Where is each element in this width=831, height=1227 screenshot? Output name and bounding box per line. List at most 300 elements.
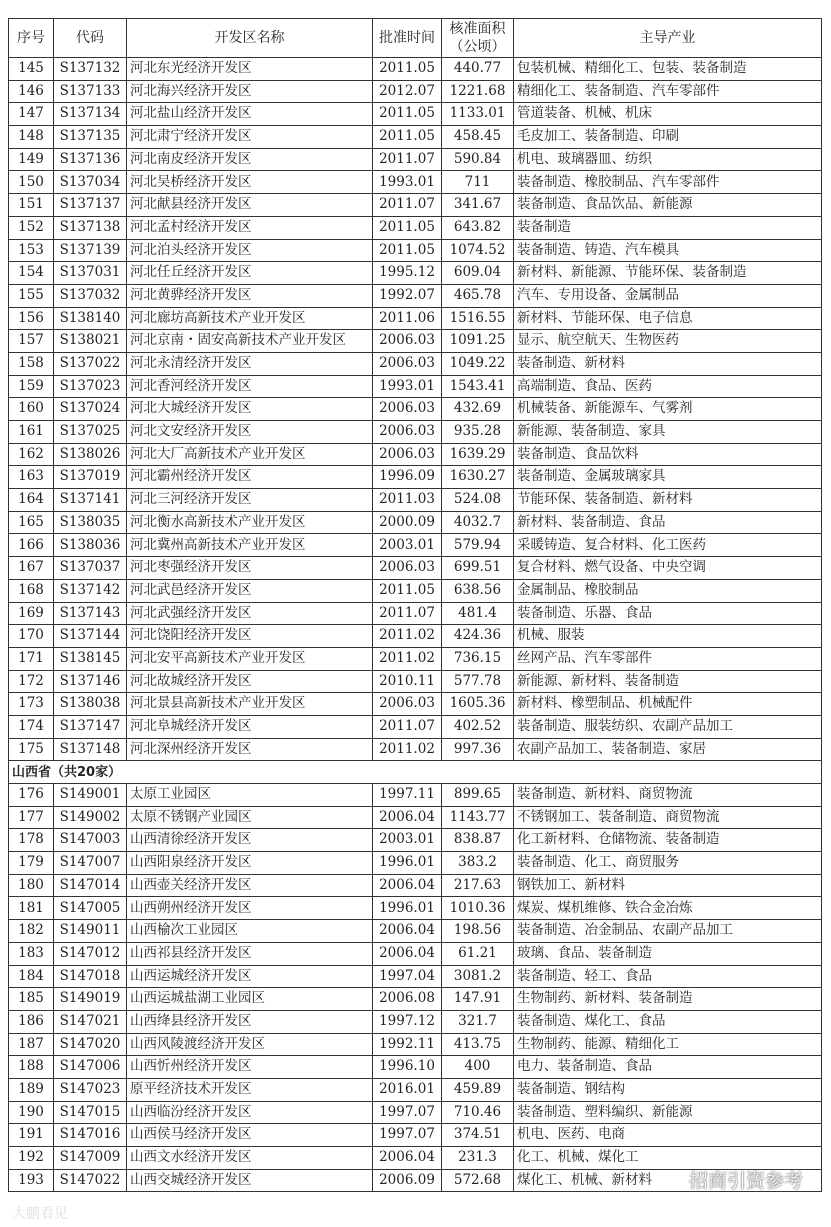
cell-col-name: 山西运城经济开发区 bbox=[127, 965, 373, 988]
cell-col-area: 577.78 bbox=[442, 670, 514, 693]
cell-col-area: 413.75 bbox=[442, 1033, 514, 1056]
cell-col-name: 河北泊头经济开发区 bbox=[127, 239, 373, 262]
cell-col-index: 172 bbox=[9, 670, 54, 693]
cell-col-index: 159 bbox=[9, 375, 54, 398]
cell-col-code: S137023 bbox=[54, 375, 127, 398]
cell-col-date: 2006.04 bbox=[373, 806, 442, 829]
table-row bbox=[9, 239, 822, 262]
cell-col-area: 217.63 bbox=[442, 874, 514, 897]
cell-col-code: S149002 bbox=[54, 806, 127, 829]
cell-col-industry: 精细化工、装备制造、汽车零部件 bbox=[514, 80, 822, 103]
cell-col-industry: 煤炭、煤机维修、铁合金冶炼 bbox=[514, 897, 822, 920]
table-row bbox=[9, 806, 822, 829]
cell-col-name: 山西临汾经济开发区 bbox=[127, 1101, 373, 1124]
cell-col-name: 山西朔州经济开发区 bbox=[127, 897, 373, 920]
cell-col-area: 711 bbox=[442, 171, 514, 194]
table-row bbox=[9, 1010, 822, 1033]
cell-col-code: S137133 bbox=[54, 80, 127, 103]
cell-col-code: S149011 bbox=[54, 920, 127, 943]
table-row bbox=[9, 511, 822, 534]
cell-col-code: S147007 bbox=[54, 852, 127, 875]
cell-col-code: S147003 bbox=[54, 829, 127, 852]
cell-col-name: 河北深州经济开发区 bbox=[127, 738, 373, 761]
cell-col-code: S137132 bbox=[54, 58, 127, 81]
cell-col-date: 1995.12 bbox=[373, 262, 442, 285]
cell-col-index: 186 bbox=[9, 1010, 54, 1033]
cell-col-industry: 农副产品加工、装备制造、家居 bbox=[514, 738, 822, 761]
cell-col-index: 147 bbox=[9, 103, 54, 126]
cell-col-code: S137141 bbox=[54, 489, 127, 512]
table-row bbox=[9, 148, 822, 171]
cell-col-date: 1992.11 bbox=[373, 1033, 442, 1056]
table-row bbox=[9, 784, 822, 807]
cell-col-code: S137147 bbox=[54, 715, 127, 738]
cell-col-index: 146 bbox=[9, 80, 54, 103]
cell-col-index: 171 bbox=[9, 647, 54, 670]
cell-col-industry: 化工、机械、煤化工 bbox=[514, 1147, 822, 1170]
table-header bbox=[9, 19, 822, 58]
cell-col-area: 231.3 bbox=[442, 1147, 514, 1170]
cell-col-date: 1993.01 bbox=[373, 375, 442, 398]
cell-col-code: S137144 bbox=[54, 625, 127, 648]
cell-col-code: S147020 bbox=[54, 1033, 127, 1056]
cell-col-code: S137022 bbox=[54, 352, 127, 375]
cell-col-industry: 新材料、新能源、节能环保、装备制造 bbox=[514, 262, 822, 285]
cell-col-index: 154 bbox=[9, 262, 54, 285]
cell-col-industry: 机械装备、新能源车、气雾剂 bbox=[514, 398, 822, 421]
cell-col-industry: 装备制造、食品饮品、新能源 bbox=[514, 194, 822, 217]
table-row bbox=[9, 965, 822, 988]
cell-col-index: 169 bbox=[9, 602, 54, 625]
header-col-area: 核准面积（公顷） bbox=[442, 19, 514, 58]
table-row bbox=[9, 1078, 822, 1101]
cell-col-date: 2006.04 bbox=[373, 1147, 442, 1170]
cell-col-date: 2010.11 bbox=[373, 670, 442, 693]
cell-col-industry: 装备制造、铸造、汽车模具 bbox=[514, 239, 822, 262]
cell-col-industry: 装备制造 bbox=[514, 216, 822, 239]
section-row bbox=[9, 761, 822, 784]
cell-col-code: S147005 bbox=[54, 897, 127, 920]
cell-col-index: 163 bbox=[9, 466, 54, 489]
cell-col-name: 河北京南・固安高新技术产业开发区 bbox=[127, 330, 373, 353]
cell-col-area: 736.15 bbox=[442, 647, 514, 670]
table-row bbox=[9, 738, 822, 761]
cell-col-index: 190 bbox=[9, 1101, 54, 1124]
cell-col-index: 156 bbox=[9, 307, 54, 330]
cell-col-code: S138140 bbox=[54, 307, 127, 330]
cell-col-index: 168 bbox=[9, 579, 54, 602]
cell-col-name: 河北吴桥经济开发区 bbox=[127, 171, 373, 194]
table-row bbox=[9, 330, 822, 353]
cell-col-date: 2011.05 bbox=[373, 579, 442, 602]
cell-col-name: 河北大厂高新技术产业开发区 bbox=[127, 443, 373, 466]
cell-col-name: 山西侯马经济开发区 bbox=[127, 1124, 373, 1147]
cell-col-area: 424.36 bbox=[442, 625, 514, 648]
cell-col-date: 1996.01 bbox=[373, 852, 442, 875]
cell-col-industry: 汽车、专用设备、金属制品 bbox=[514, 284, 822, 307]
cell-col-industry: 装备制造、煤化工、食品 bbox=[514, 1010, 822, 1033]
header-col-index: 序号 bbox=[9, 19, 54, 58]
cell-col-index: 191 bbox=[9, 1124, 54, 1147]
cell-col-date: 1997.12 bbox=[373, 1010, 442, 1033]
cell-col-industry: 钢铁加工、新材料 bbox=[514, 874, 822, 897]
cell-col-date: 2006.03 bbox=[373, 557, 442, 580]
cell-col-name: 山西交城经济开发区 bbox=[127, 1169, 373, 1192]
cell-col-code: S137037 bbox=[54, 557, 127, 580]
cell-col-area: 1221.68 bbox=[442, 80, 514, 103]
cell-col-index: 164 bbox=[9, 489, 54, 512]
table-row bbox=[9, 398, 822, 421]
cell-col-industry: 采暖铸造、复合材料、化工医药 bbox=[514, 534, 822, 557]
table-row bbox=[9, 534, 822, 557]
cell-col-name: 河北衡水高新技术产业开发区 bbox=[127, 511, 373, 534]
table-row bbox=[9, 602, 822, 625]
cell-col-date: 2006.08 bbox=[373, 988, 442, 1011]
cell-col-name: 河北霸州经济开发区 bbox=[127, 466, 373, 489]
cell-col-area: 1143.77 bbox=[442, 806, 514, 829]
cell-col-date: 1997.07 bbox=[373, 1124, 442, 1147]
cell-col-industry: 不锈钢加工、装备制造、商贸物流 bbox=[514, 806, 822, 829]
cell-col-date: 2006.04 bbox=[373, 920, 442, 943]
cell-col-date: 2011.07 bbox=[373, 602, 442, 625]
cell-col-industry: 煤化工、机械、新材料 bbox=[514, 1169, 822, 1192]
cell-col-date: 2006.04 bbox=[373, 874, 442, 897]
cell-col-name: 山西运城盐湖工业园区 bbox=[127, 988, 373, 1011]
cell-col-date: 2011.02 bbox=[373, 738, 442, 761]
cell-col-name: 山西忻州经济开发区 bbox=[127, 1056, 373, 1079]
cell-col-name: 河北黄骅经济开发区 bbox=[127, 284, 373, 307]
cell-col-date: 1993.01 bbox=[373, 171, 442, 194]
cell-col-area: 590.84 bbox=[442, 148, 514, 171]
cell-col-date: 2012.07 bbox=[373, 80, 442, 103]
cell-col-area: 935.28 bbox=[442, 421, 514, 444]
table-row bbox=[9, 126, 822, 149]
cell-col-industry: 装备制造、乐器、食品 bbox=[514, 602, 822, 625]
cell-col-area: 465.78 bbox=[442, 284, 514, 307]
table-row bbox=[9, 216, 822, 239]
table-row bbox=[9, 715, 822, 738]
cell-col-name: 河北东光经济开发区 bbox=[127, 58, 373, 81]
cell-col-code: S137138 bbox=[54, 216, 127, 239]
cell-col-index: 182 bbox=[9, 920, 54, 943]
table-row bbox=[9, 557, 822, 580]
cell-col-industry: 复合材料、燃气设备、中央空调 bbox=[514, 557, 822, 580]
cell-col-index: 152 bbox=[9, 216, 54, 239]
cell-col-industry: 装备制造、橡胶制品、汽车零部件 bbox=[514, 171, 822, 194]
table-row bbox=[9, 988, 822, 1011]
table-row bbox=[9, 58, 822, 81]
cell-col-name: 山西壶关经济开发区 bbox=[127, 874, 373, 897]
cell-col-name: 河北武强经济开发区 bbox=[127, 602, 373, 625]
cell-col-industry: 新能源、新材料、装备制造 bbox=[514, 670, 822, 693]
cell-col-index: 185 bbox=[9, 988, 54, 1011]
cell-col-code: S147021 bbox=[54, 1010, 127, 1033]
cell-col-index: 155 bbox=[9, 284, 54, 307]
cell-col-name: 山西祁县经济开发区 bbox=[127, 942, 373, 965]
cell-col-area: 198.56 bbox=[442, 920, 514, 943]
cell-col-name: 河北故城经济开发区 bbox=[127, 670, 373, 693]
cell-col-area: 458.45 bbox=[442, 126, 514, 149]
cell-col-index: 170 bbox=[9, 625, 54, 648]
development-zone-table bbox=[8, 18, 822, 1192]
cell-col-industry: 装备制造、新材料、商贸物流 bbox=[514, 784, 822, 807]
cell-col-index: 192 bbox=[9, 1147, 54, 1170]
cell-col-area: 1543.41 bbox=[442, 375, 514, 398]
table-row bbox=[9, 1101, 822, 1124]
cell-col-area: 1074.52 bbox=[442, 239, 514, 262]
cell-col-industry: 装备制造、化工、商贸服务 bbox=[514, 852, 822, 875]
table-row bbox=[9, 375, 822, 398]
cell-col-name: 河北大城经济开发区 bbox=[127, 398, 373, 421]
table-row bbox=[9, 897, 822, 920]
header-col-industry: 主导产业 bbox=[514, 19, 822, 58]
cell-col-industry: 装备制造、金属玻璃家具 bbox=[514, 466, 822, 489]
cell-col-date: 1996.10 bbox=[373, 1056, 442, 1079]
cell-col-date: 2011.02 bbox=[373, 625, 442, 648]
cell-col-area: 1133.01 bbox=[442, 103, 514, 126]
cell-col-index: 183 bbox=[9, 942, 54, 965]
cell-col-area: 579.94 bbox=[442, 534, 514, 557]
cell-col-date: 1997.11 bbox=[373, 784, 442, 807]
cell-col-industry: 装备制造、轻工、食品 bbox=[514, 965, 822, 988]
cell-col-area: 524.08 bbox=[442, 489, 514, 512]
table-row bbox=[9, 307, 822, 330]
cell-col-code: S137136 bbox=[54, 148, 127, 171]
cell-col-code: S137146 bbox=[54, 670, 127, 693]
cell-col-area: 3081.2 bbox=[442, 965, 514, 988]
cell-col-code: S137032 bbox=[54, 284, 127, 307]
table-row bbox=[9, 352, 822, 375]
cell-col-date: 2006.03 bbox=[373, 330, 442, 353]
cell-col-area: 440.77 bbox=[442, 58, 514, 81]
cell-col-index: 175 bbox=[9, 738, 54, 761]
cell-col-code: S147022 bbox=[54, 1169, 127, 1192]
cell-col-name: 河北三河经济开发区 bbox=[127, 489, 373, 512]
cell-col-area: 1516.55 bbox=[442, 307, 514, 330]
cell-col-area: 341.67 bbox=[442, 194, 514, 217]
table-row bbox=[9, 670, 822, 693]
header-col-date: 批准时间 bbox=[373, 19, 442, 58]
cell-col-date: 2011.07 bbox=[373, 715, 442, 738]
cell-col-industry: 新材料、装备制造、食品 bbox=[514, 511, 822, 534]
cell-col-industry: 玻璃、食品、装备制造 bbox=[514, 942, 822, 965]
cell-col-index: 150 bbox=[9, 171, 54, 194]
cell-col-industry: 装备制造、服装纺织、农副产品加工 bbox=[514, 715, 822, 738]
cell-col-date: 2011.07 bbox=[373, 194, 442, 217]
cell-col-area: 710.46 bbox=[442, 1101, 514, 1124]
cell-col-name: 河北盐山经济开发区 bbox=[127, 103, 373, 126]
cell-col-code: S147015 bbox=[54, 1101, 127, 1124]
cell-col-code: S137024 bbox=[54, 398, 127, 421]
cell-col-code: S138035 bbox=[54, 511, 127, 534]
cell-col-index: 158 bbox=[9, 352, 54, 375]
header-col-name: 开发区名称 bbox=[127, 19, 373, 58]
cell-col-name: 原平经济技术开发区 bbox=[127, 1078, 373, 1101]
cell-col-index: 177 bbox=[9, 806, 54, 829]
cell-col-area: 1010.36 bbox=[442, 897, 514, 920]
cell-col-index: 148 bbox=[9, 126, 54, 149]
cell-col-industry: 显示、航空航天、生物医药 bbox=[514, 330, 822, 353]
table-row bbox=[9, 80, 822, 103]
cell-col-name: 河北香河经济开发区 bbox=[127, 375, 373, 398]
cell-col-code: S137142 bbox=[54, 579, 127, 602]
cell-col-index: 151 bbox=[9, 194, 54, 217]
cell-col-date: 2011.05 bbox=[373, 216, 442, 239]
cell-col-date: 1997.04 bbox=[373, 965, 442, 988]
cell-col-code: S137148 bbox=[54, 738, 127, 761]
cell-col-area: 899.65 bbox=[442, 784, 514, 807]
cell-col-code: S137139 bbox=[54, 239, 127, 262]
cell-col-area: 1605.36 bbox=[442, 693, 514, 716]
cell-col-code: S137019 bbox=[54, 466, 127, 489]
cell-col-date: 1992.07 bbox=[373, 284, 442, 307]
cell-col-area: 609.04 bbox=[442, 262, 514, 285]
cell-col-name: 河北永清经济开发区 bbox=[127, 352, 373, 375]
cell-col-code: S147009 bbox=[54, 1147, 127, 1170]
cell-col-index: 157 bbox=[9, 330, 54, 353]
cell-col-industry: 生物制药、能源、精细化工 bbox=[514, 1033, 822, 1056]
cell-col-date: 2006.03 bbox=[373, 421, 442, 444]
cell-col-date: 2003.01 bbox=[373, 829, 442, 852]
cell-col-code: S147023 bbox=[54, 1078, 127, 1101]
cell-col-date: 1996.09 bbox=[373, 466, 442, 489]
cell-col-date: 1996.01 bbox=[373, 897, 442, 920]
table-row bbox=[9, 829, 822, 852]
cell-col-area: 402.52 bbox=[442, 715, 514, 738]
cell-col-industry: 节能环保、装备制造、新材料 bbox=[514, 489, 822, 512]
table-row bbox=[9, 194, 822, 217]
cell-col-index: 187 bbox=[9, 1033, 54, 1056]
cell-col-code: S147014 bbox=[54, 874, 127, 897]
cell-col-index: 173 bbox=[9, 693, 54, 716]
cell-col-name: 河北肃宁经济开发区 bbox=[127, 126, 373, 149]
table-row bbox=[9, 1056, 822, 1079]
cell-col-index: 184 bbox=[9, 965, 54, 988]
table-row bbox=[9, 693, 822, 716]
cell-col-index: 165 bbox=[9, 511, 54, 534]
cell-col-name: 河北任丘经济开发区 bbox=[127, 262, 373, 285]
cell-col-name: 山西阳泉经济开发区 bbox=[127, 852, 373, 875]
table-row bbox=[9, 171, 822, 194]
table-row bbox=[9, 466, 822, 489]
cell-col-index: 145 bbox=[9, 58, 54, 81]
table-row bbox=[9, 647, 822, 670]
cell-col-code: S149001 bbox=[54, 784, 127, 807]
table-row bbox=[9, 579, 822, 602]
cell-col-date: 2011.02 bbox=[373, 647, 442, 670]
cell-col-industry: 新能源、装备制造、家具 bbox=[514, 421, 822, 444]
cell-col-area: 638.56 bbox=[442, 579, 514, 602]
cell-col-date: 2011.03 bbox=[373, 489, 442, 512]
cell-col-code: S137143 bbox=[54, 602, 127, 625]
cell-col-area: 643.82 bbox=[442, 216, 514, 239]
table-row bbox=[9, 625, 822, 648]
cell-col-date: 2011.05 bbox=[373, 239, 442, 262]
cell-col-industry: 管道装备、机械、机床 bbox=[514, 103, 822, 126]
table-row bbox=[9, 874, 822, 897]
cell-col-area: 1630.27 bbox=[442, 466, 514, 489]
cell-col-date: 2006.03 bbox=[373, 398, 442, 421]
cell-col-area: 1639.29 bbox=[442, 443, 514, 466]
cell-col-date: 2011.06 bbox=[373, 307, 442, 330]
table-row bbox=[9, 920, 822, 943]
cell-col-index: 174 bbox=[9, 715, 54, 738]
cell-col-name: 河北孟村经济开发区 bbox=[127, 216, 373, 239]
cell-col-industry: 新材料、节能环保、电子信息 bbox=[514, 307, 822, 330]
cell-col-name: 河北海兴经济开发区 bbox=[127, 80, 373, 103]
cell-col-date: 2011.05 bbox=[373, 126, 442, 149]
cell-col-industry: 机械、服装 bbox=[514, 625, 822, 648]
cell-col-index: 166 bbox=[9, 534, 54, 557]
cell-col-industry: 装备制造、冶金制品、农副产品加工 bbox=[514, 920, 822, 943]
cell-col-name: 山西榆次工业园区 bbox=[127, 920, 373, 943]
cell-col-name: 河北廊坊高新技术产业开发区 bbox=[127, 307, 373, 330]
cell-col-code: S147006 bbox=[54, 1056, 127, 1079]
cell-col-name: 山西文水经济开发区 bbox=[127, 1147, 373, 1170]
cell-col-area: 572.68 bbox=[442, 1169, 514, 1192]
cell-col-area: 383.2 bbox=[442, 852, 514, 875]
cell-col-date: 2000.09 bbox=[373, 511, 442, 534]
cell-col-name: 河北南皮经济开发区 bbox=[127, 148, 373, 171]
cell-col-index: 161 bbox=[9, 421, 54, 444]
cell-col-area: 400 bbox=[442, 1056, 514, 1079]
cell-col-name: 山西清徐经济开发区 bbox=[127, 829, 373, 852]
cell-col-name: 河北景县高新技术产业开发区 bbox=[127, 693, 373, 716]
cell-col-area: 374.51 bbox=[442, 1124, 514, 1147]
cell-col-code: S147016 bbox=[54, 1124, 127, 1147]
cell-col-name: 河北饶阳经济开发区 bbox=[127, 625, 373, 648]
cell-col-industry: 高端制造、食品、医药 bbox=[514, 375, 822, 398]
cell-col-name: 河北安平高新技术产业开发区 bbox=[127, 647, 373, 670]
cell-col-code: S138021 bbox=[54, 330, 127, 353]
table-row bbox=[9, 1124, 822, 1147]
cell-col-area: 147.91 bbox=[442, 988, 514, 1011]
cell-col-date: 2011.05 bbox=[373, 58, 442, 81]
cell-col-industry: 机电、玻璃器皿、纺织 bbox=[514, 148, 822, 171]
cell-col-index: 176 bbox=[9, 784, 54, 807]
cell-col-area: 699.51 bbox=[442, 557, 514, 580]
cell-col-industry: 装备制造、钢结构 bbox=[514, 1078, 822, 1101]
cell-col-code: S138038 bbox=[54, 693, 127, 716]
cell-col-name: 河北武邑经济开发区 bbox=[127, 579, 373, 602]
cell-col-date: 2006.03 bbox=[373, 352, 442, 375]
watermark: 招商引资参考 bbox=[688, 1170, 803, 1192]
cell-col-industry: 生物制药、新材料、装备制造 bbox=[514, 988, 822, 1011]
cell-col-code: S137134 bbox=[54, 103, 127, 126]
section-title: 山西省（共20家） bbox=[9, 761, 822, 784]
table-row bbox=[9, 1033, 822, 1056]
cell-col-industry: 机电、医药、电商 bbox=[514, 1124, 822, 1147]
cell-col-date: 2003.01 bbox=[373, 534, 442, 557]
cell-col-industry: 包装机械、精细化工、包装、装备制造 bbox=[514, 58, 822, 81]
cell-col-date: 2006.03 bbox=[373, 693, 442, 716]
cell-col-code: S147012 bbox=[54, 942, 127, 965]
cell-col-date: 2016.01 bbox=[373, 1078, 442, 1101]
table-row bbox=[9, 284, 822, 307]
table-row bbox=[9, 103, 822, 126]
cell-col-industry: 丝网产品、汽车零部件 bbox=[514, 647, 822, 670]
cell-col-area: 481.4 bbox=[442, 602, 514, 625]
cell-col-date: 2011.05 bbox=[373, 103, 442, 126]
cell-col-name: 山西风陵渡经济开发区 bbox=[127, 1033, 373, 1056]
table-row bbox=[9, 262, 822, 285]
cell-col-industry: 化工新材料、仓储物流、装备制造 bbox=[514, 829, 822, 852]
cell-col-index: 188 bbox=[9, 1056, 54, 1079]
cell-col-industry: 装备制造、塑料编织、新能源 bbox=[514, 1101, 822, 1124]
cell-col-name: 河北文安经济开发区 bbox=[127, 421, 373, 444]
cell-col-area: 459.89 bbox=[442, 1078, 514, 1101]
cell-col-industry: 毛皮加工、装备制造、印刷 bbox=[514, 126, 822, 149]
